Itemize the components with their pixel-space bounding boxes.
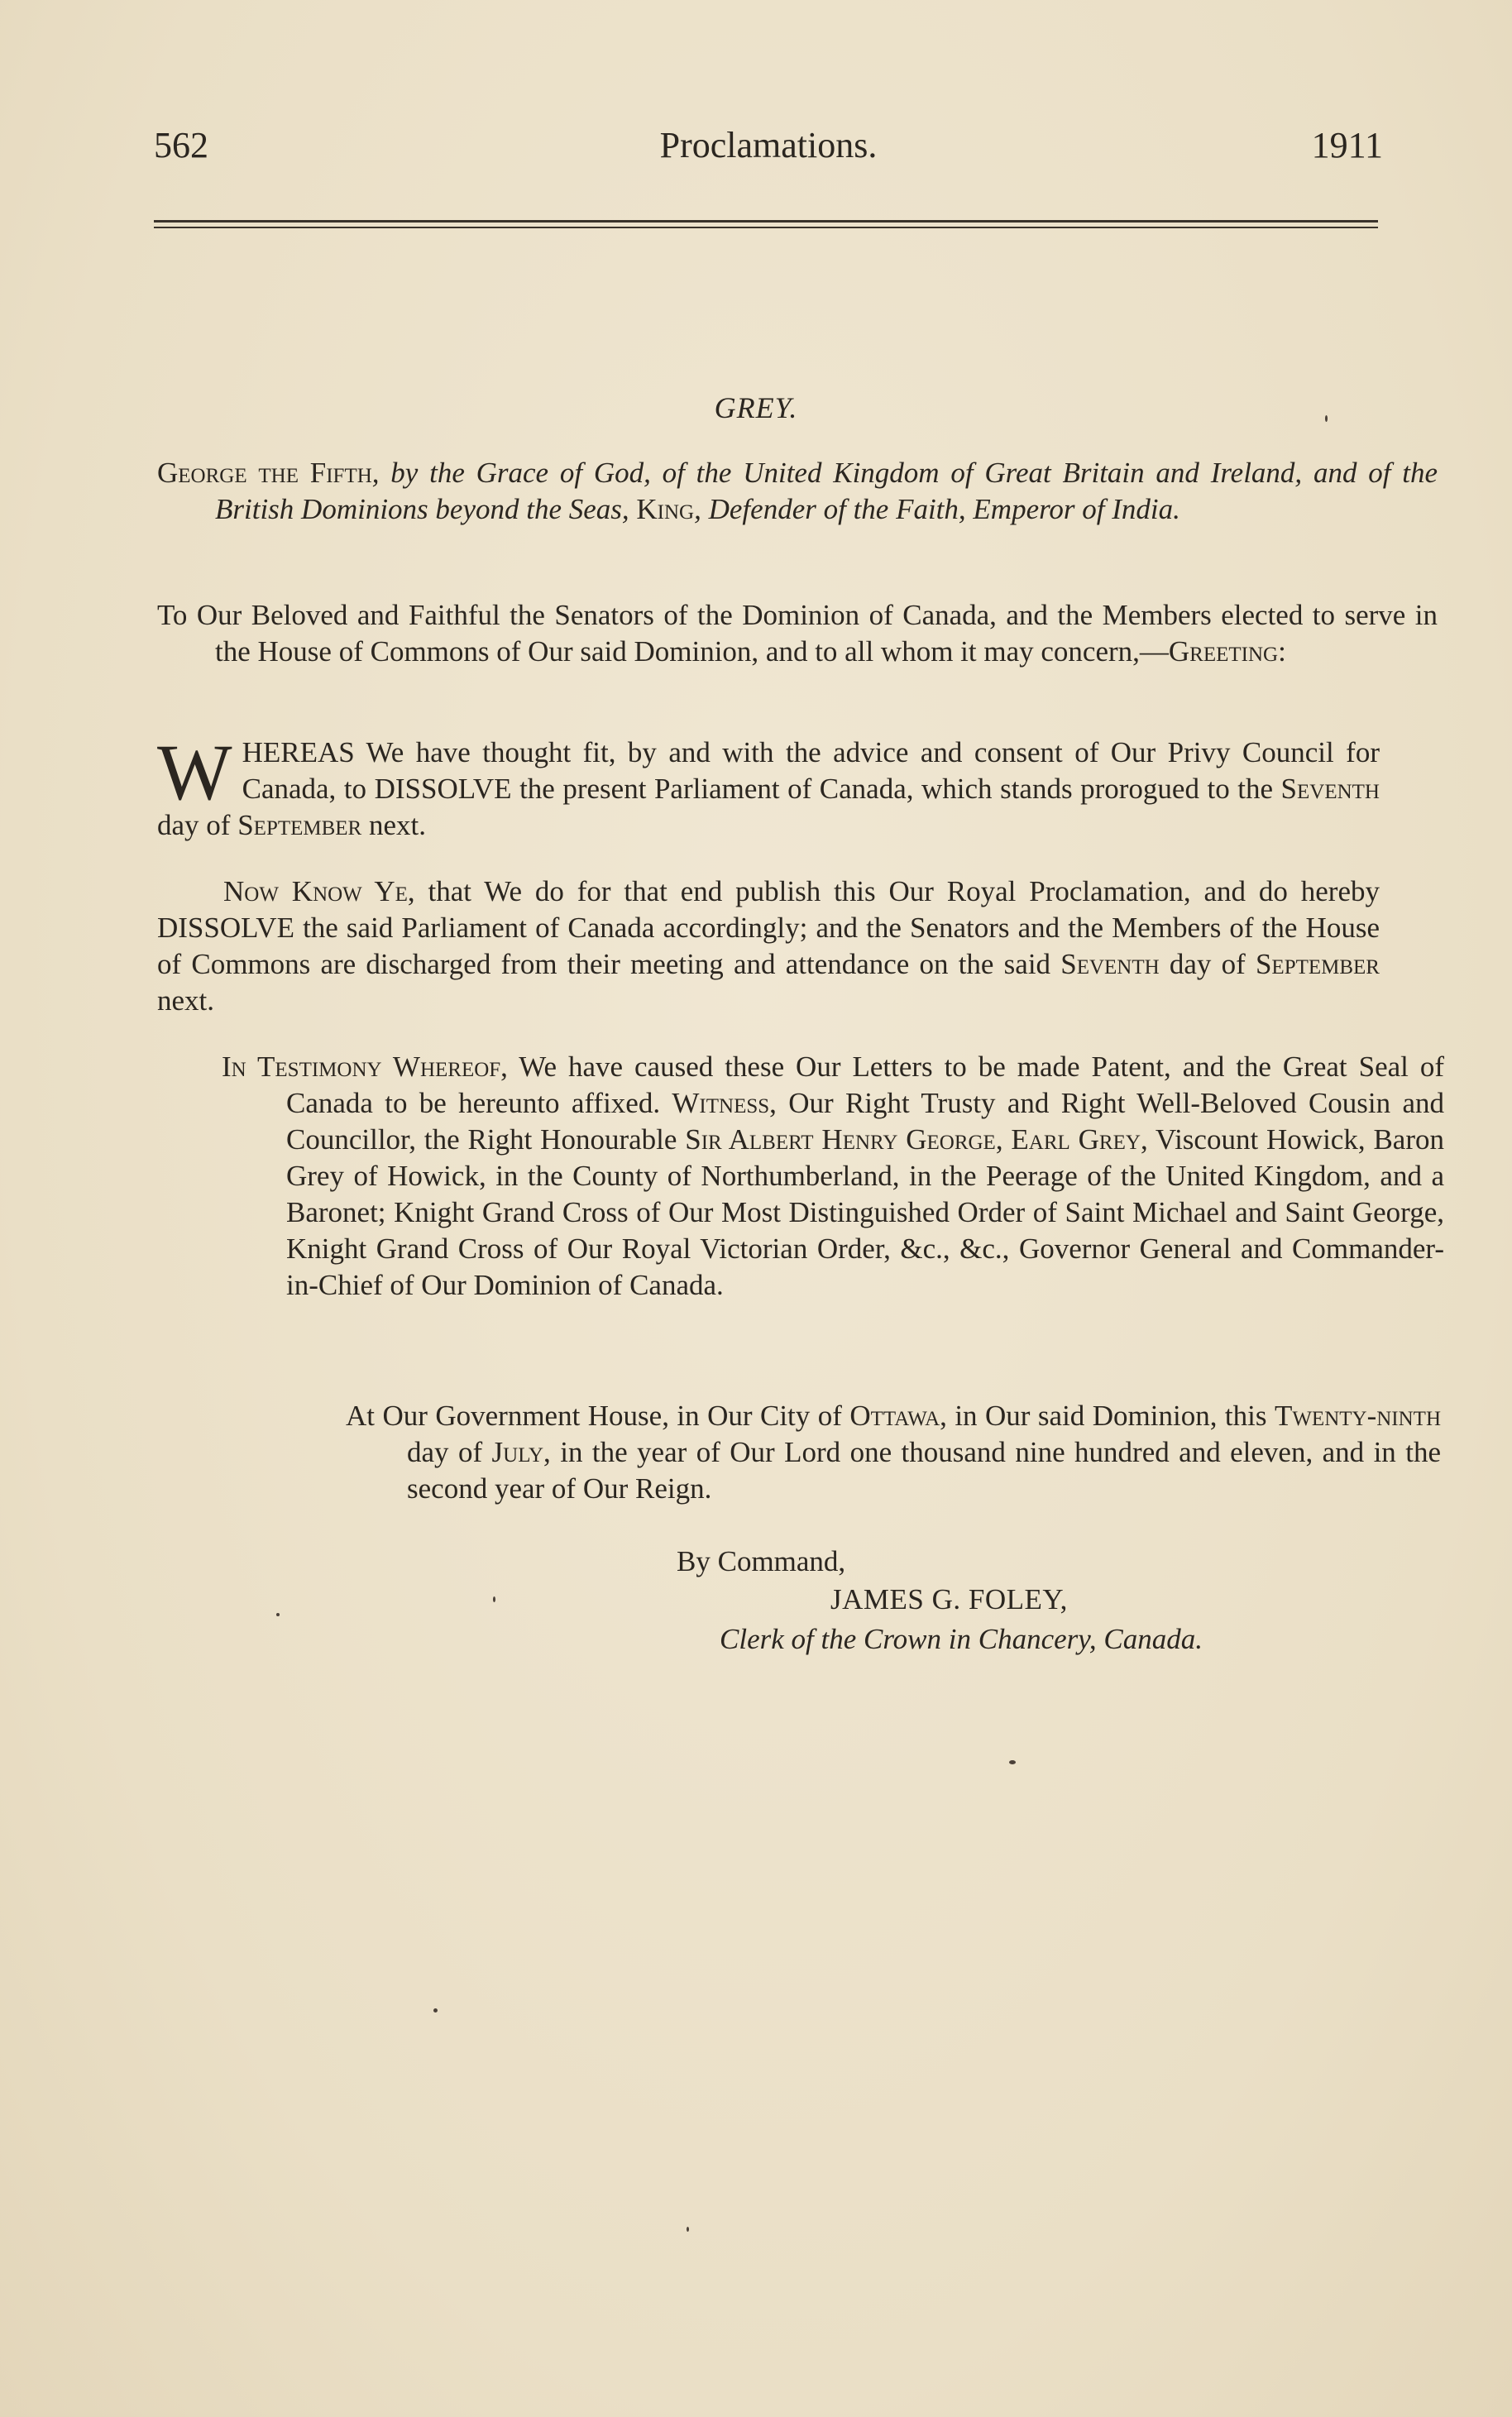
whereas-paragraph <box>157 728 1380 844</box>
royal-name: George the Fifth <box>157 457 372 489</box>
now-know-month: September <box>1255 948 1380 980</box>
signer-office: Clerk of the Crown in Chancery, Canada. <box>720 1623 1203 1655</box>
running-title: Proclamations. <box>659 125 878 165</box>
whereas-day: Seventh <box>1280 773 1380 805</box>
paper-speck <box>687 2227 689 2232</box>
now-know-opening: Now Know Ye <box>223 875 408 907</box>
place-text-2: , in Our said Dominion, this <box>940 1400 1275 1432</box>
signer-name: JAMES G. FOLEY, <box>830 1583 1068 1615</box>
place-text-1: At Our Government House, in Our City of <box>346 1400 850 1432</box>
now-know-text-3: next. <box>157 984 215 1017</box>
paper-speck <box>276 1613 280 1616</box>
paper-speck <box>1325 415 1328 422</box>
royal-title-king: King <box>636 493 695 525</box>
now-know-text-1: , that We do for that end publish this Our Royal Proclamation, and do hereby DISSOLVE the said Parliament of Canada accordingly; and the Senators and the Members of the House of Commons are discharged from their meeting and attendance on the said <box>157 875 1380 980</box>
whereas-text-3: next. <box>361 809 427 841</box>
header-rule-thin <box>154 227 1378 228</box>
paper-speck <box>493 1596 495 1602</box>
royal-style-italic-1: , by the Grace of God, of the United Kingdom of Great Britain and Ireland, and of the British Dominions beyond the Seas, <box>215 457 1438 525</box>
royal-style-italic-2: , Defender of the Faith, Emperor of India. <box>694 493 1180 525</box>
paper-speck <box>433 2008 438 2013</box>
salutation-text: To Our Beloved and Faithful the Senators of the Dominion of Canada, and the Members elected to serve in the House of Commons of Our said Dominion, and to all whom it may concern,— <box>157 599 1438 668</box>
header-year: 1911 <box>1311 125 1383 165</box>
now-know-day: Seventh <box>1060 948 1160 980</box>
salutation-greeting: Greeting <box>1168 635 1279 668</box>
paper-speck <box>1009 1760 1016 1764</box>
testimony-text-1: , We have caused these Our Letters to be made Patent, and the Great Seal of Canada to be hereunto affixed. <box>286 1051 1444 1119</box>
whereas-month: September <box>237 809 362 841</box>
testimony-governor-name: Sir Albert Henry George, Earl Grey <box>685 1123 1141 1156</box>
testimony-text-3: , Viscount Howick, Baron Grey of Howick, in the County of Northumberland, in the Peerage of the United Kingdom, and a Baronet; Knight Grand Cross of Our Most Distinguished Order of Saint Michael and Saint George, Knight Grand Cross of Our Royal Victorian Order, &c., &c., Governor General and Commander-in-Chief of Our Dominion of Canada. <box>286 1123 1444 1301</box>
place-text-3: day of <box>407 1436 492 1468</box>
drop-cap: W <box>157 728 232 816</box>
testimony-paragraph <box>222 1049 1444 1304</box>
place-date-paragraph <box>346 1398 1441 1507</box>
salutation-colon: : <box>1278 635 1286 668</box>
salutation <box>157 597 1438 670</box>
page-number: 562 <box>154 125 208 165</box>
whereas-text-1: HEREAS We have thought fit, by and with the advice and consent of Our Privy Council for Canada, to DISSOLVE the present Parliament of Canada, which stands prorogued to the <box>242 736 1380 805</box>
now-know-text-2: day of <box>1159 948 1256 980</box>
whereas-text-2: day of <box>157 809 238 841</box>
place-text-4: , in the year of Our Lord one thousand nine hundred and eleven, and in the second year of Our Reign. <box>407 1436 1441 1505</box>
testimony-witness: Witness <box>672 1087 770 1119</box>
place-month: July <box>491 1436 544 1468</box>
testimony-opening: In Testimony Whereof <box>222 1051 501 1083</box>
governor-signature: GREY. <box>714 391 798 424</box>
testimony-text-2: , Our Right Trusty and Right Well-Beloved Cousin and Councillor, the Right Honourable <box>286 1087 1444 1156</box>
place-day: Twenty-ninth <box>1274 1400 1441 1432</box>
royal-style <box>157 455 1438 528</box>
place-city: Ottawa <box>849 1400 940 1432</box>
by-command: By Command, <box>677 1545 846 1577</box>
running-header <box>154 124 1383 182</box>
now-know-paragraph <box>157 873 1380 1019</box>
header-rule-thick <box>154 220 1378 223</box>
